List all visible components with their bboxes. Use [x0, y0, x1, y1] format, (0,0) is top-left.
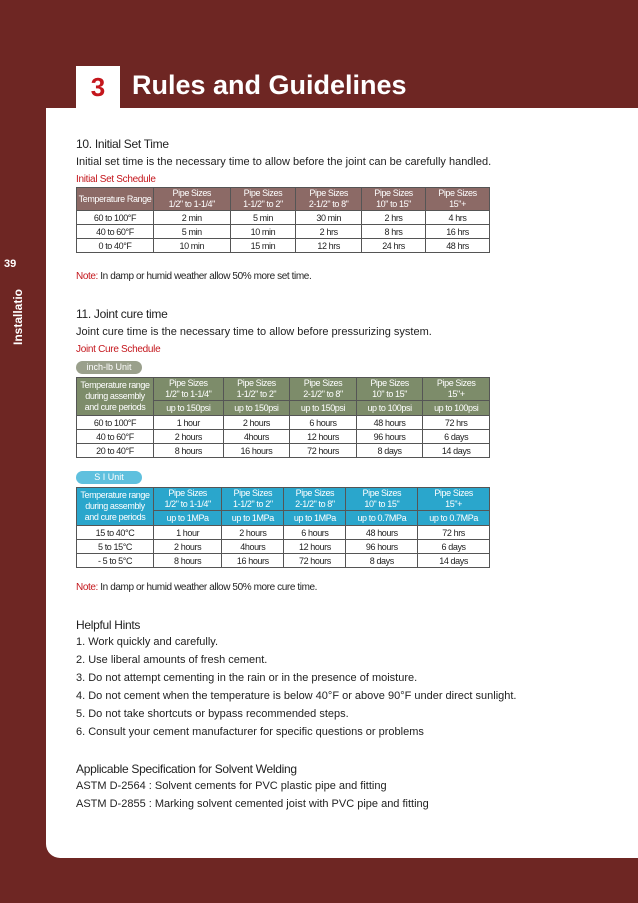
table-cell: 48 hours	[346, 526, 418, 540]
table-header-pressure: up to 1MPa	[284, 511, 346, 526]
table-header-pressure: up to 0.7MPa	[346, 511, 418, 526]
table-header-pressure: up to 100psi	[356, 401, 423, 416]
table-cell: 48 hours	[356, 416, 423, 430]
table-body	[77, 211, 490, 253]
table-header-pressure: up to 0.7MPa	[418, 511, 490, 526]
list-item: ASTM D-2855 : Marking solvent cemented joist with PVC pipe and fitting	[76, 798, 429, 810]
table-cell: 1 hour	[154, 526, 222, 540]
table-cell: 8 hours	[154, 444, 224, 458]
table-cell: 4hours	[222, 540, 284, 554]
table-cell: 12 hrs	[296, 239, 362, 253]
table-cell: 12 hours	[290, 430, 357, 444]
table-cell: 8 hrs	[362, 225, 426, 239]
table-row	[77, 526, 490, 540]
table-cell: 2 hours	[222, 526, 284, 540]
table-header-cell: Pipe Sizes 2-1/2" to 8"	[290, 378, 357, 401]
section11-heading: 11. Joint cure time	[76, 307, 168, 321]
table-cell: 2 hrs	[296, 225, 362, 239]
table-cell: 96 hours	[356, 430, 423, 444]
table-row	[77, 540, 490, 554]
table-cell: 96 hours	[346, 540, 418, 554]
initial-set-table	[76, 187, 490, 253]
side-section-label: Installatio	[11, 289, 25, 346]
table-cell: 10 min	[230, 225, 296, 239]
table-header-cell: Pipe Sizes 10" to 15"	[356, 378, 423, 401]
table-row	[77, 416, 490, 430]
table-header-cell: Pipe Sizes 1/2" to 1-1/4"	[154, 488, 222, 511]
unit-tag-inch-lb: inch-lb Unit	[76, 361, 142, 374]
table-row	[77, 211, 490, 225]
table-header-cell: Pipe Sizes 10" to 15"	[346, 488, 418, 511]
table-cell: - 5 to 5°C	[77, 554, 154, 568]
table-header-cell: Pipe Sizes 1-1/2" to 2"	[222, 488, 284, 511]
table-cell: 8 days	[346, 554, 418, 568]
table-header-pressure: up to 150psi	[154, 401, 224, 416]
table-cell: 5 min	[230, 211, 296, 225]
table-cell: 5 to 15°C	[77, 540, 154, 554]
table-header-cell: Pipe Sizes 15"+	[418, 488, 490, 511]
table-cell: 8 days	[356, 444, 423, 458]
table-cell: 15 min	[230, 239, 296, 253]
table-cell: 16 hours	[223, 444, 290, 458]
table-header-cell: Pipe Sizes 15"+	[423, 378, 490, 401]
table-cell: 6 hours	[284, 526, 346, 540]
table-header-cell: Pipe Sizes 2-1/2" to 8"	[284, 488, 346, 511]
table-row	[77, 430, 490, 444]
table-row	[77, 225, 490, 239]
table-header-cell: Pipe Sizes 1-1/2" to 2"	[223, 378, 290, 401]
note-text: In damp or humid weather allow 50% more set time.	[97, 271, 312, 282]
page-number: 39	[4, 258, 17, 270]
section10-schedule-title: Initial Set Schedule	[76, 174, 156, 185]
table-header-cell: Pipe Sizes 1-1/2" to 2"	[230, 188, 296, 211]
table-cell: 14 days	[418, 554, 490, 568]
note-text: In damp or humid weather allow 50% more cure time.	[97, 582, 318, 593]
table-cell: 72 hrs	[418, 526, 490, 540]
table-header-cell: Pipe Sizes 1/2" to 1-1/4"	[154, 188, 231, 211]
list-item: 5. Do not take shortcuts or bypass recommended steps.	[76, 708, 349, 720]
table-cell: 2 hours	[154, 430, 224, 444]
table-cell: 20 to 40°F	[77, 444, 154, 458]
table-cell: 72 hrs	[423, 416, 490, 430]
table-header-cell: Pipe Sizes 1/2" to 1-1/4"	[154, 378, 224, 401]
table-cell: 24 hrs	[362, 239, 426, 253]
list-item: ASTM D-2564 : Solvent cements for PVC plastic pipe and fitting	[76, 780, 387, 792]
table-header-cell: Pipe Sizes 2-1/2" to 8"	[296, 188, 362, 211]
list-item: 1. Work quickly and carefully.	[76, 636, 219, 648]
table-cell: 2 min	[154, 211, 231, 225]
table-cell: 48 hrs	[426, 239, 490, 253]
section10-text: Initial set time is the necessary time to allow before the joint can be carefully handled.	[76, 156, 492, 168]
table-cell: 8 hours	[154, 554, 222, 568]
joint-cure-table-inch	[76, 377, 490, 458]
list-item: 2. Use liberal amounts of fresh cement.	[76, 654, 268, 666]
table-header-pressure: up to 100psi	[423, 401, 490, 416]
section11-text: Joint cure time is the necessary time to allow before pressurizing system.	[76, 326, 432, 338]
table-cell: 5 min	[154, 225, 231, 239]
note-label: Note:	[76, 582, 98, 593]
table-cell: 16 hrs	[426, 225, 490, 239]
section10-note	[76, 271, 311, 282]
table-header-pressure: up to 1MPa	[154, 511, 222, 526]
table-header-pressure: up to 1MPa	[222, 511, 284, 526]
table-header-cell: Temperature Range	[77, 188, 154, 211]
spec-list	[76, 780, 429, 816]
section11-schedule-title: Joint Cure Schedule	[76, 344, 161, 355]
table-body	[77, 526, 490, 568]
table-header-cell: Pipe Sizes 15"+	[426, 188, 490, 211]
table-cell: 2 hrs	[362, 211, 426, 225]
table-cell: 6 hours	[290, 416, 357, 430]
page-title: Rules and Guidelines	[132, 70, 407, 100]
table-cell: 14 days	[423, 444, 490, 458]
table-cell: 4hours	[223, 430, 290, 444]
section10-heading: 10. Initial Set Time	[76, 137, 169, 151]
table-cell: 15 to 40°C	[77, 526, 154, 540]
table-body	[77, 416, 490, 458]
table-cell: 10 min	[154, 239, 231, 253]
table-cell: 0 to 40°F	[77, 239, 154, 253]
table-cell: 30 min	[296, 211, 362, 225]
table-cell: 40 to 60°F	[77, 430, 154, 444]
list-item: 3. Do not attempt cementing in the rain or in the presence of moisture.	[76, 672, 418, 684]
hints-list	[76, 636, 516, 744]
table-cell: 2 hours	[154, 540, 222, 554]
joint-cure-table-si	[76, 487, 490, 568]
list-item: 6. Consult your cement manufacturer for specific questions or problems	[76, 726, 424, 738]
table-cell: 72 hours	[290, 444, 357, 458]
table-cell: 4 hrs	[426, 211, 490, 225]
table-row	[77, 239, 490, 253]
table-header-cell: Temperature range during assembly and cure periods	[77, 488, 154, 526]
table-cell: 6 days	[423, 430, 490, 444]
table-cell: 12 hours	[284, 540, 346, 554]
table-cell: 1 hour	[154, 416, 224, 430]
note-label: Note:	[76, 271, 98, 282]
table-cell: 6 days	[418, 540, 490, 554]
spec-heading: Applicable Specification for Solvent Welding	[76, 762, 297, 776]
hints-heading: Helpful Hints	[76, 618, 141, 632]
table-cell: 60 to 100°F	[77, 416, 154, 430]
table-header-pressure: up to 150psi	[223, 401, 290, 416]
table-cell: 2 hours	[223, 416, 290, 430]
table-cell: 60 to 100°F	[77, 211, 154, 225]
table-header-pressure: up to 150psi	[290, 401, 357, 416]
chapter-number: 3	[76, 66, 120, 108]
table-header-cell: Temperature range during assembly and cure periods	[77, 378, 154, 416]
table-cell: 16 hours	[222, 554, 284, 568]
table-cell: 40 to 60°F	[77, 225, 154, 239]
table-row	[77, 554, 490, 568]
table-cell: 72 hours	[284, 554, 346, 568]
section11-note	[76, 582, 317, 593]
unit-tag-si: S I Unit	[76, 471, 142, 484]
table-header-cell: Pipe Sizes 10" to 15"	[362, 188, 426, 211]
table-row	[77, 444, 490, 458]
list-item: 4. Do not cement when the temperature is below 40°F or above 90°F under direct sunlight.	[76, 690, 517, 702]
